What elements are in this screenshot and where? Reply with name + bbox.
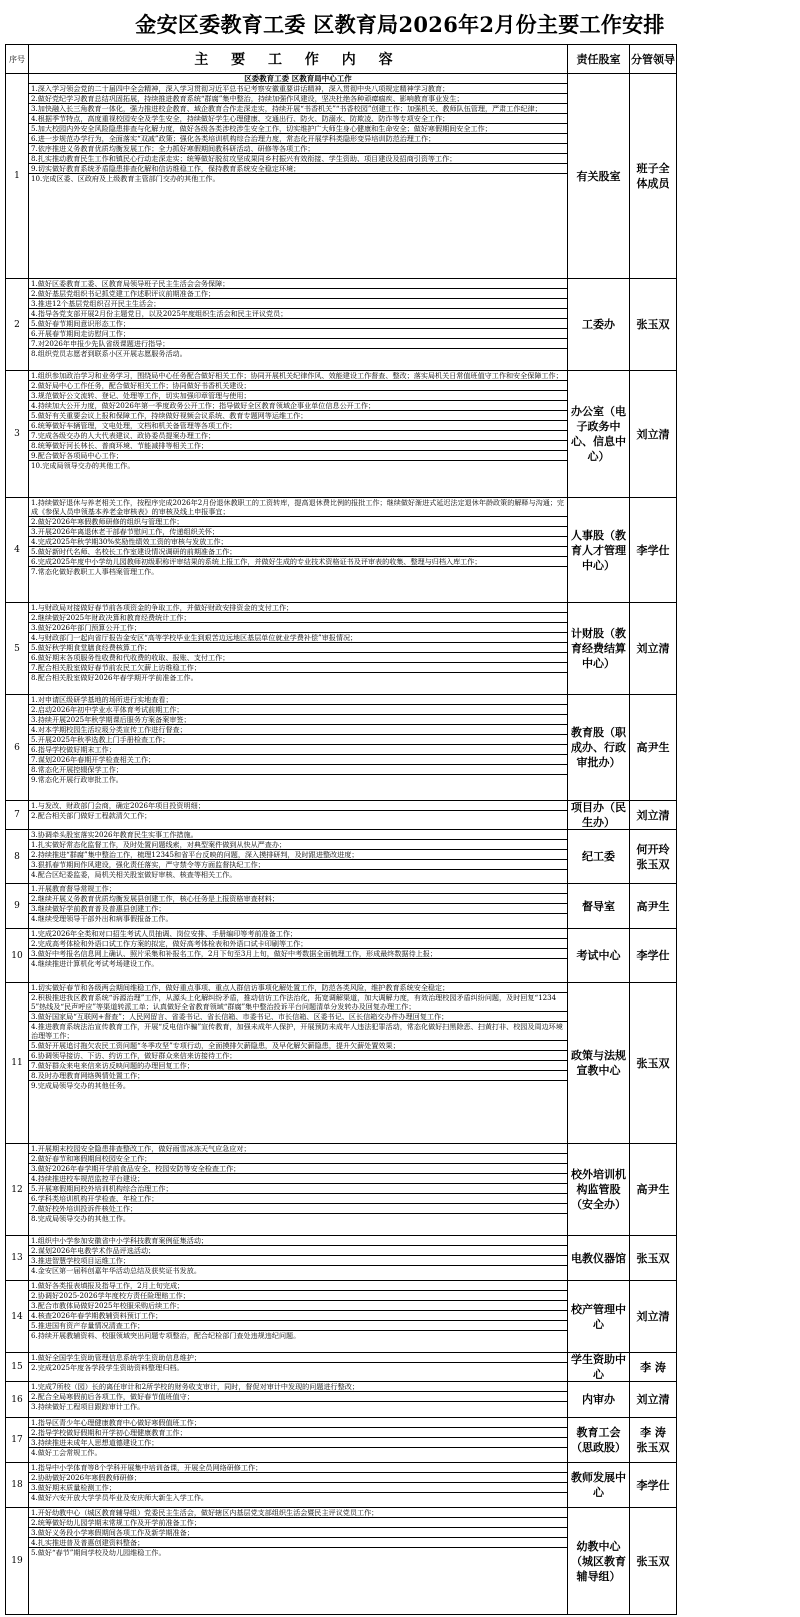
row-subhead: 区委教育工委 区教育局中心工作 (29, 74, 567, 84)
row-content (28, 1235, 568, 1281)
work-item: 10.完成区委、区政府及上级教育主管部门交办的其他工作。 (31, 174, 220, 183)
work-item: 4.完成2025年秋学期30%奖励性绩效工资的审核与发放工作； (29, 537, 567, 547)
row-content (28, 497, 568, 603)
row-lead (629, 73, 677, 279)
work-item: 9.完成局领导交办的其他任务。 (31, 1081, 130, 1090)
row-dept: 有关股室 (567, 73, 630, 279)
work-item: 4.指导各党支部开展2月份主题党日，以及2025年度组织生活会和民主评议党员； (29, 309, 567, 319)
work-item: 7.谋划2026年春期开学检查相关工作； (29, 755, 567, 765)
row-dept: 学生资助中心 (567, 1352, 630, 1382)
row-seq: 19 (5, 1507, 29, 1615)
row-seq: 12 (5, 1143, 29, 1236)
header-seq: 序号 (5, 44, 29, 74)
work-item: 7.配合相关股室做好春节前农民工欠薪上访维稳工作； (29, 663, 567, 673)
work-item: 1.持续做好退休与养老相关工作，按程序完成2026年2月份退休教职工的工资转库，提高退休费比例的报批工作；继续做好渐进式延迟法定退休年龄政策的解释与沟通；完成《参保人员申领基本养老金审核表》的审核及线上申报事宜； (29, 498, 567, 517)
row-content (28, 928, 568, 983)
work-item: 8.常态化开展控辍保学工作； (29, 765, 567, 775)
row-lead (629, 602, 677, 695)
work-item: 3.加快融入长三角教育一体化，强力推进校企教育、域企教育合作走深走实，持续开展“书香机关”“书香校园”创建工作；加强机关、教师队伍管理，严肃工作纪律； (29, 104, 567, 114)
work-item: 2.积极推进我区教育系统“诉源治理”工作，从源头上化解纠纷矛盾，推动信访工作法治化，拓宽调解渠道，加大调解力度，有效治理校园矛盾纠纷问题，及时回复“12345”热线及“民声呼应”等渠道转派工单；认真做好全省教育领域“群腐”集中整治投诉平台问题清单分发转办及回复办理工作； (29, 993, 567, 1012)
row-content (28, 73, 568, 279)
work-item: 4.继续推进计算机化考试考场建设工作。 (31, 959, 159, 968)
work-item: 1.深入学习领会党的二十届四中全会精神，深入学习贯彻习近平总书记考察安徽重要讲话精神，深入贯彻中央八项规定精神学习教育； (29, 84, 567, 94)
work-item: 2.指导学校做好假期和开学初心理健康教育工作； (29, 1428, 567, 1438)
work-item: 8.扎实推动教育民生工作和镇民心行动走深走实；统筹做好脱贫攻坚成果同乡村振兴有效衔接、学生资助、项目建设及招商引资等工作； (29, 154, 567, 164)
row-dept: 教育工会（思政股） (567, 1417, 630, 1463)
work-item: 3.做好中考报名信息网上确认、照片采集和补报名工作，2月下旬至3月上旬，做好中考数据全面梳理工作，形成最终数据待上报； (29, 949, 567, 959)
row-content (28, 883, 568, 929)
work-item: 5.做好新时代名师、名校长工作室建设情况调研的前期准备工作； (29, 547, 567, 557)
work-item: 7.完成各级交办的人大代表建议、政协委员提案办理工作； (29, 431, 567, 441)
lead-name: 刘立清 (636, 1310, 670, 1323)
row-dept: 计财股（教育经费结算中心） (567, 602, 630, 695)
work-item: 1.开展期末校园安全隐患排查整改工作，做好雨雪冰冻天气应急应对； (29, 1144, 567, 1154)
work-item: 6.持续开展教辅资料、校服领域突出问题专项整治，配合纪检部门查处违规违纪问题。 (31, 1331, 301, 1340)
row-content (28, 602, 568, 695)
row-content (28, 278, 568, 371)
work-item: 2.协调好2025-2026学年度校方责任险理赔工作； (29, 1291, 567, 1301)
work-item: 2.配合相关部门做好工程款清欠工作； (31, 811, 152, 820)
row-seq: 7 (5, 800, 29, 830)
work-schedule-sheet (5, 0, 795, 1617)
row-seq: 11 (5, 982, 29, 1144)
lead-name: 高尹生 (636, 1183, 670, 1196)
work-item: 1.指导中小学体育等8个学科开展集中培训备课，开展全员网络研修工作； (29, 1463, 567, 1473)
row-content (28, 1352, 568, 1382)
row-dept: 校外培训机构监管股（安全办） (567, 1143, 630, 1236)
row-content (28, 982, 568, 1144)
work-item: 4.金安区第一届科创嘉年华活动总结及获奖证书发放。 (31, 1266, 201, 1275)
lead-name: 高尹生 (636, 899, 670, 913)
work-item: 5.做好有关重要会议上报和保障工作，持续做好视频会议系统、教育专题网等运维工作； (29, 411, 567, 421)
row-lead (629, 982, 677, 1144)
row-dept: 内审办 (567, 1381, 630, 1418)
row-lead (629, 694, 677, 801)
work-item: 6.完成2025年度中小学幼儿园教师初级职称评审结果的系统上报工作，并做好生成的专业技术资格证书及评审表的收集、整理与归档入库工作； (29, 557, 567, 567)
lead-name: 张玉双 (636, 1056, 670, 1070)
row-dept: 督导室 (567, 883, 630, 929)
row-seq: 9 (5, 883, 29, 929)
lead-name: 李学仕 (636, 543, 670, 557)
work-item: 4.做好六安开放大学学员毕业及安庆师大新生入学工作。 (31, 1493, 209, 1502)
row-seq: 5 (5, 602, 29, 695)
row-content (28, 1143, 568, 1236)
work-item: 8.完成局领导交办的其他工作。 (31, 1214, 130, 1223)
work-item: 2.做好春节和寒假期间校园安全工作； (29, 1154, 567, 1164)
work-item: 5.做好“春节”期间学校及幼儿园维稳工作。 (31, 1548, 166, 1557)
row-content (28, 370, 568, 498)
row-seq: 2 (5, 278, 29, 371)
work-item: 5.加大校园内外安全风险隐患排查与化解力度，做好各级各类涉校涉生安全工作，切实维护广大师生身心健康和生命安全；做好寒假期间安全工作； (29, 124, 567, 134)
work-item: 1.开好幼教中心（城区教育辅导组）党委民主生活会，做好辖区内基层党支部组织生活会暨民主评议党员工作； (29, 1508, 567, 1518)
row-seq: 16 (5, 1381, 29, 1418)
lead-name-secondary: 张玉双 (636, 1441, 670, 1454)
lead-name: 刘立清 (636, 808, 670, 822)
work-item: 2.做好党纪学习教育总结巩固拓展，持续推进教育系统“群腐”集中整治，持续加强作风建设，坚决杜绝各种顽瘴痼疾、影响教育事业发生； (29, 94, 567, 104)
work-item: 1.组织中小学参加安徽省中小学科技教育案例征集活动； (29, 1236, 567, 1246)
lead-name-secondary: 张玉双 (636, 857, 670, 871)
row-dept: 教师发展中心 (567, 1462, 630, 1508)
row-dept: 项目办（民生办） (567, 800, 630, 830)
work-item: 4.持续推进校车规范监控平台建设； (29, 1174, 567, 1184)
row-lead (629, 829, 677, 884)
row-dept: 政策与法规宣教中心 (567, 982, 630, 1144)
work-item: 3.做好2026年部门预算公开工作； (29, 623, 567, 633)
lead-name: 何开玲 (636, 842, 670, 856)
work-item: 3.做好义务段小学寒假期间各项工作及新学期准备； (29, 1528, 567, 1538)
work-item: 4.对本学期校园生活垃圾分类宣传工作进行督查； (29, 725, 567, 735)
work-item: 5.推进国有资产存量情况清查工作； (29, 1321, 567, 1331)
work-item: 4.持续加大公开力度，做好2026年第一季度政务公开工作；指导做好全区教育领域企事业单位信息公开工作； (29, 401, 567, 411)
lead-name: 张玉双 (636, 1554, 670, 1568)
work-item: 1.做好全国学生资助管理信息系统学生资助信息维护； (29, 1353, 567, 1363)
row-seq: 15 (5, 1352, 29, 1382)
row-dept: 纪工委 (567, 829, 630, 884)
work-item: 3.协调牵头股室落实2026年教育民生实事工作措施。 (29, 830, 567, 840)
work-item: 3.开展2026年离退休老干部春节慰问工作，传递组织关怀； (29, 527, 567, 537)
work-item: 6.学科类培训机构开学检查、年检工作； (29, 1194, 567, 1204)
work-item: 2.继续开展义务教育优质均衡发展县创建工作，核心任务是上报资格审查材料； (29, 894, 567, 904)
work-item: 8.统筹做好河长林长、普商环境、节能减排等相关工作； (29, 441, 567, 451)
work-item: 1.与发改、财政部门会商，确定2026年项目投资明细； (29, 801, 567, 811)
row-dept: 幼教中心（城区教育辅导组） (567, 1507, 630, 1615)
row-seq: 13 (5, 1235, 29, 1281)
header-content: 主 要 工 作 内 容 (28, 44, 568, 74)
row-dept: 考试中心 (567, 928, 630, 983)
row-dept: 电教仪器馆 (567, 1235, 630, 1281)
work-item: 3.持续开展2025年秋学期课后服务方案备案审签； (29, 715, 567, 725)
lead-name: 张玉双 (636, 1251, 670, 1265)
row-dept: 工委办 (567, 278, 630, 371)
work-item: 2.协助做好2026年寒假教师研修； (29, 1473, 567, 1483)
row-seq: 17 (5, 1417, 29, 1463)
work-item: 6.开展春节期间走访慰问工作； (29, 329, 567, 339)
row-content (28, 1507, 568, 1615)
work-item: 2.做好局中心工作任务，配合做好相关工作；协同做好书香机关建设； (29, 381, 567, 391)
row-seq: 3 (5, 370, 29, 498)
row-content (28, 829, 568, 884)
row-lead (629, 1143, 677, 1236)
work-item: 4.扎实推进普及普惠创建资料整备； (29, 1538, 567, 1548)
work-item: 8.配合相关股室做好2026年春学期开学前准备工作。 (31, 673, 198, 682)
work-item: 3.持续推进未成年人思想道德建设工作； (29, 1438, 567, 1448)
lead-name: 李 涛 (640, 1426, 666, 1439)
work-item: 8.及时办理教育网络舆情处置工作； (29, 1071, 567, 1081)
work-item: 5.做好春节期间意识形态工作； (29, 319, 567, 329)
row-dept: 办公室（电子政务中心、信息中心） (567, 370, 630, 498)
work-item: 3.推进智慧学校项目运维工作； (29, 1256, 567, 1266)
lead-name: 高尹生 (636, 741, 670, 754)
work-item: 4.核查2026年春学期教辅资料预订工作； (29, 1311, 567, 1321)
work-item: 3.狠抓春节期间作风建设，强化责任落实，严守禁令等方面监督执纪工作； (29, 860, 567, 870)
row-seq: 4 (5, 497, 29, 603)
lead-name: 李学仕 (636, 949, 670, 962)
work-item: 2.统筹做好幼儿园学期末常规工作及开学前准备工作； (29, 1518, 567, 1528)
row-lead (629, 497, 677, 603)
work-item: 2.做好2026年寒假教师研修的组织与管理工作； (29, 517, 567, 527)
row-content (28, 1280, 568, 1353)
work-item: 1.完成2026年全类和对口招生考试人员抽调、岗位安排、手册编印等考前准备工作； (29, 929, 567, 939)
row-dept: 校产管理中心 (567, 1280, 630, 1353)
work-item: 3.做好国家局“互联网+督查”；人民网留言、省委书记、省长信箱、市委书记、市长信箱、区委书记、区长信箱交办件办理回复工作； (29, 1012, 567, 1022)
lead-name: 李 涛 (640, 1360, 666, 1374)
work-item: 2.完成2025年度各学段学生资助资料整理归档。 (31, 1363, 184, 1372)
work-item: 1.与财政局对接做好春节前各项资金的争取工作，并做好财政安排资金的支付工作； (29, 603, 567, 613)
document-title: 金安区委教育工委 区教育局2026年2月份主要工作安排 (135, 12, 665, 37)
row-lead (629, 1381, 677, 1418)
work-item: 9.配合做好各项局中心工作； (29, 451, 567, 461)
lead-name: 班子全体成员 (636, 162, 670, 190)
row-content (28, 1462, 568, 1508)
work-item: 7.对2026年申报少先队省级课题进行指导； (29, 339, 567, 349)
work-item: 4.做好工会常规工作。 (31, 1448, 102, 1457)
work-item: 3.做好2026年春学期开学前食品安全、校园安防等安全检查工作； (29, 1164, 567, 1174)
header-lead: 分管领导 (629, 44, 677, 74)
row-lead (629, 1507, 677, 1615)
header-dept: 责任股室 (567, 44, 630, 74)
work-item: 7.依序推进义务教育优质均衡发展工作；全力抓好寒假期间教科研活动、研修等各项工作； (29, 144, 567, 154)
row-lead (629, 1352, 677, 1382)
row-seq: 6 (5, 694, 29, 801)
work-item: 1.开展教育督导常规工作； (29, 884, 567, 894)
row-seq: 14 (5, 1280, 29, 1353)
lead-name: 刘立清 (636, 427, 670, 441)
row-lead (629, 800, 677, 830)
work-item: 7.做好群众来电来信来访反映问题的办理回复工作； (29, 1061, 567, 1071)
work-item: 3.持续做好工程项目跟踪审计工作。 (31, 1402, 145, 1411)
work-item: 7.常态化做好教职工人事档案管理工作。 (31, 567, 159, 576)
work-item: 1.完成7所校（园）长的离任审计和2所学校的财务收支审计，同时，督促对审计中发现的问题进行整改； (29, 1382, 567, 1392)
work-item: 6.统筹做好车辆管理，文电处理，文档和机关备管理等各项工作； (29, 421, 567, 431)
work-item: 7.做好校外培训投诉件核处工作； (29, 1204, 567, 1214)
row-content (28, 1417, 568, 1463)
work-item: 1.切实做好春节和各级两会期间维稳工作，做好重点事项、重点人群信访事项化解处置工作，防范各类风险，维护教育系统安全稳定； (29, 983, 567, 993)
row-lead (629, 928, 677, 983)
work-item: 5.做好开展追讨拖欠农民工资问题“冬季攻坚”专项行动，全面摸排欠薪隐患，及早化解欠薪隐患，提升欠薪处置效果； (29, 1041, 567, 1051)
work-item: 2.持续推进“群腐”集中整治工作，梳理12345和省平台反映的问题，深入摸排研判，及时跟进整改进度； (29, 850, 567, 860)
row-seq: 10 (5, 928, 29, 983)
row-dept: 人事股（教育人才管理中心） (567, 497, 630, 603)
row-lead (629, 1462, 677, 1508)
row-seq: 1 (5, 73, 29, 279)
work-item: 4.与财政部门一起向省厅报告金安区“高等学校毕业生到艰苦边远地区基层单位就业学费补偿”审报情况； (29, 633, 567, 643)
work-item: 3.规范做好公文流转、登记、处理等工作，切实加强印章管理与使用； (29, 391, 567, 401)
row-dept: 教育股（职成办、行政审批办） (567, 694, 630, 801)
work-item: 9.常态化开展行政审批工作。 (31, 775, 123, 784)
row-lead (629, 278, 677, 371)
row-seq: 18 (5, 1462, 29, 1508)
work-item: 2.做好基层党组织书记抓党建工作述职评议前期准备工作； (29, 289, 567, 299)
row-lead (629, 1235, 677, 1281)
lead-name: 李学仕 (636, 1478, 670, 1492)
work-item: 8.组织党员志愿者到联系小区开展志愿服务活动。 (31, 349, 187, 358)
work-item: 2.配合全局寒假前后各项工作，做好春节值班值守； (29, 1392, 567, 1402)
row-lead (629, 883, 677, 929)
work-item: 2.谋划2026年电教学术作品评选活动； (29, 1246, 567, 1256)
work-item: 2.启动2026年初中学业水平体育考试前期工作； (29, 705, 567, 715)
work-item: 1.做好区委教育工委、区教育局领导班子民主生活会会务保障； (29, 279, 567, 289)
work-item: 3.继续做好学前教育普及普惠县创建工作； (29, 904, 567, 914)
row-lead (629, 1280, 677, 1353)
work-item: 4.根据季节特点，高度重视校园安全及学生安全，持续做好学生心理健康、交通出行、防火、防溺水、防欺凌、防诈等专项安全工作； (29, 114, 567, 124)
work-item: 5.做好秋学期食堂膳食经费核算工作； (29, 643, 567, 653)
work-item: 6.指导学校做好期末工作； (29, 745, 567, 755)
work-item: 6.做好期末各项服务性收费和代收费的收取、报账、支付工作； (29, 653, 567, 663)
work-item: 2.继续做好2025年财政决算和教育经费统计工作； (29, 613, 567, 623)
work-item: 4.配合区纪委监委，局机关相关股室做好审核、核查等相关工作。 (31, 870, 237, 879)
work-item: 6.协调领导接访、下访、约访工作，做好群众来信来访接待工作； (29, 1051, 567, 1061)
row-content (28, 800, 568, 830)
row-content (28, 1381, 568, 1418)
row-content (28, 694, 568, 801)
work-item: 1.做好各类报表填报及指导工作，2月上旬完成； (29, 1281, 567, 1291)
work-item: 3.推进12个基层党组织召开民主生活会； (29, 299, 567, 309)
row-seq: 8 (5, 829, 29, 884)
work-item: 3.做好期末质量检测工作； (29, 1483, 567, 1493)
work-item: 1.组织参加政治学习和业务学习，围绕局中心任务配合做好相关工作；协同开展机关纪律作风、效能建设工作督查、整改；落实局机关日常值班值守工作和安全保障工作； (29, 371, 567, 381)
work-item: 1.对申请区级研学基地的场所进行实地查看； (29, 695, 567, 705)
lead-name: 刘立清 (636, 642, 670, 655)
work-item: 5.开展2025年秋季选教上门手册检查工作； (29, 735, 567, 745)
lead-name: 刘立清 (636, 1393, 670, 1406)
work-item: 4.推进教育系统法治宣传教育工作，开展“反电信诈骗”宣传教育，加强未成年人保护，开展预防未成年人违法犯罪活动，常态化做好扫黑除恶、扫黄打非、校园及周边环境治理等工作； (29, 1022, 567, 1041)
work-item: 5.开展寒假期间校外培训机构综合治理工作； (29, 1184, 567, 1194)
work-item: 1.扎实做好常态化监督工作，及时处置问题线索，对典型案件做到从快从严查办； (29, 840, 567, 850)
work-item: 6.进一步规范办学行为，全面落实“双减”政策；强化各类培训机构综合治理力度，常态化开展学科类隐形变异培训防范治理工作； (29, 134, 567, 144)
lead-name: 张玉双 (636, 318, 670, 331)
work-item: 4.继续受理领导干部外出和病事假报备工作。 (31, 914, 173, 923)
row-lead (629, 1417, 677, 1463)
work-item: 9.切实做好教育系统矛盾隐患排查化解和信访维稳工作，保持教育系统安全稳定环境； (29, 164, 567, 174)
work-item: 3.配合市教体局做好2025年校服采购后续工作； (29, 1301, 567, 1311)
row-lead (629, 370, 677, 498)
work-item: 10.完成局领导交办的其他工作。 (31, 461, 135, 470)
work-item: 1.指导区青少年心理健康教育中心做好寒假值班工作； (29, 1418, 567, 1428)
work-item: 2.完成高考体检和外语口试工作方案的拟定，做好高考体检表和外语口试卡印刷等工作； (29, 939, 567, 949)
